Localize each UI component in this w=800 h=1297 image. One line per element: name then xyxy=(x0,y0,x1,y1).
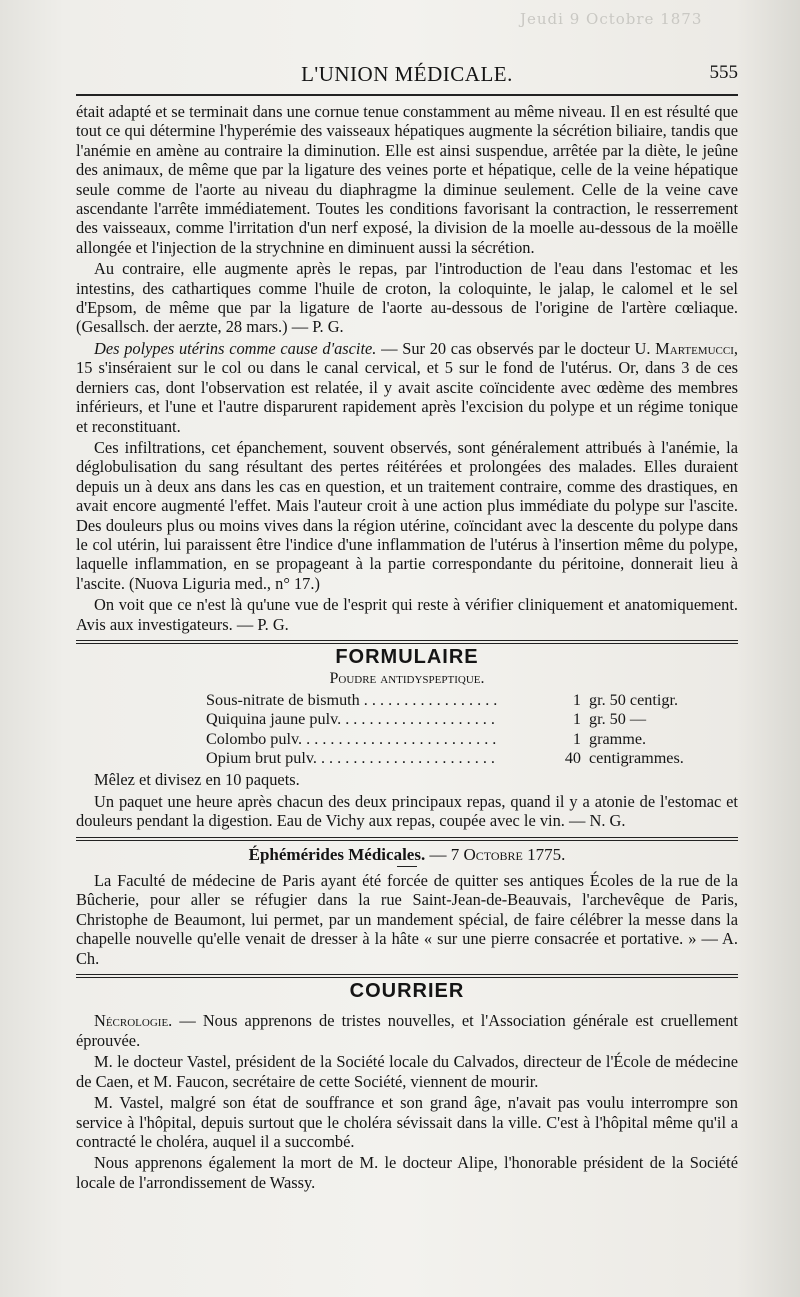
ingredient-qty: 1 xyxy=(572,710,581,729)
article-body xyxy=(76,102,738,1194)
header-rule xyxy=(76,94,738,96)
page-header xyxy=(76,62,738,94)
ingredient-name: Opium brut pulv. . . . . . . . . . . . . . . . . . . . . . . xyxy=(206,749,495,767)
formula-title: Poudre antidyspeptique. xyxy=(329,670,485,688)
necrologie-paragraph xyxy=(76,1011,738,1050)
ingredient-unit: gr. 50 — xyxy=(589,710,647,729)
ingredient-row xyxy=(206,710,684,729)
ingredient-row xyxy=(206,691,684,710)
section-divider xyxy=(76,837,738,841)
journal-title: L'UNION MÉDICALE. xyxy=(301,62,513,86)
ingredient-row xyxy=(206,749,684,768)
formulaire-heading: FORMULAIRE xyxy=(335,645,479,668)
page-number: 555 xyxy=(709,62,738,83)
section-divider xyxy=(76,974,738,978)
article-title: Des polypes utérins comme cause d'ascite. xyxy=(94,338,377,358)
ingredient-qty: 1 xyxy=(572,729,581,748)
ephemerides-heading xyxy=(76,845,738,864)
formula-subheading xyxy=(76,669,738,688)
paragraph: M. Vastel, malgré son état de souffrance et son grand âge, n'avait pas voulu interrompre son service à l'hôpital, depuis surtout que le choléra sévissait dans la ville. C'est à l'hôpital même qu'il a contracté le choléra, auquel il a succombé. xyxy=(76,1093,738,1151)
ingredient-name: Quiquina jaune pulv. . . . . . . . . . . . . . . . . . . . xyxy=(206,710,495,729)
ingredient-table xyxy=(206,691,684,769)
bleed-through-text: Jeudi 9 Octobre 1873 xyxy=(520,10,703,28)
paragraph: M. le docteur Vastel, président de la Société locale du Calvados, directeur de l'École de médecine de Caen, et M. Faucon, secrétaire de cette Société, viennent de mourir. xyxy=(76,1052,738,1091)
ingredient-unit: centigrammes. xyxy=(589,749,684,767)
ingredient-unit: gr. 50 centigr. xyxy=(589,690,679,709)
ingredient-unit: gramme. xyxy=(589,729,647,748)
article-intro: — Sur 20 cas observés par le docteur U. xyxy=(376,338,656,358)
polypes-article xyxy=(76,339,738,436)
ingredient-name: Colombo pulv. . . . . . . . . . . . . . . . . . . . . . . . . xyxy=(206,729,497,748)
paragraph: Au contraire, elle augmente après le repas, par l'introduction de l'eau dans l'estomac et les intestins, des cathartiques comme l'huile de croton, la coloquinte, le jalap, le calomel et le sel d'Epsom, de même que par la ligature de l'aorte au-dessous de l'origine de l'artère cœliaque. (Gesallsch. der aerzte, 28 mars.) — P. G. xyxy=(76,259,738,337)
necrologie-text: — Nous apprenons de tristes nouvelles, et l'Association générale est cruellement éprouvée. xyxy=(76,1011,738,1050)
paragraph: Nous apprenons également la mort de M. le docteur Alipe, l'honorable président de la Société locale de l'arrondissement de Wassy. xyxy=(76,1153,738,1192)
paragraph: On voit que ce n'est là qu'une vue de l'esprit qui reste à vérifier cliniquement et anatomiquement. Avis aux investigateurs. — P. G. xyxy=(76,595,738,634)
courrier-heading: COURRIER xyxy=(349,980,465,1003)
spacer xyxy=(76,1003,738,1011)
ephemerides-title: Éphémérides Médicales. xyxy=(248,844,426,864)
paragraph: Ces infiltrations, cet épanchement, souvent observés, sont généralement attribués à l'anémie, la déglobulisation du sang résultant des pertes réitérées et prolongées des malades. Elles duraient depuis un à deux ans dans les cas en question, et un traitement contraire, comme des drastiques, en avait encore augmenté l'effet. Mais l'auteur croit à une action plus immédiate du polype sur l'ascite. Des douleurs plus ou moins vives dans la région utérine, coïncidant avec la descente du polype dans le col utérin, lui paraissent être l'indice d'une inflammation de l'utérus à l'insertion même du polype, laquelle inflammation, en se propageant à la partie correspondante du péritoine, donnerait lieu à l'ascite. (Nuova Liguria med., n° 17.) xyxy=(76,437,738,593)
necrologie-label: Nécrologie. xyxy=(94,1011,173,1031)
ingredient-qty: 40 xyxy=(564,749,581,767)
ephemerides-text: La Faculté de médecine de Paris ayant été forcée de quitter ses antiques Écoles de la rue de la Bûcherie, pour aller se réfugier dans la rue Saint-Jean-de-Beauvais, l'archevêque de Paris, Christophe de Beaumont, lui permet, par un mandement spécial, de faire célébrer la messe dans la chapelle nouvelle qu'elle venait de dresser à la hâte « sur une pierre consacrée et portative. » — A. Ch. xyxy=(76,871,738,968)
formula-usage: Un paquet une heure après chacun des deux principaux repas, quand il y a atonie de l'estomac et douleurs pendant la digestion. Eau de Vichy aux repas, coupée avec le vin. — N. G. xyxy=(76,791,738,831)
ingredient-name: Sous-nitrate de bismuth . . . . . . . . . . . . . . . . . xyxy=(206,690,498,709)
section-divider xyxy=(76,640,738,644)
author-name: Martemucci xyxy=(655,338,734,358)
formula-instruction: Mêlez et divisez en 10 paquets. xyxy=(94,770,300,790)
short-divider xyxy=(397,866,417,867)
paragraph: était adapté et se terminait dans une cornue tenue constamment au même niveau. Il en est résulté que tout ce qui détermine l'hyperémie des vaisseaux hépatiques augmente la sécrétion biliaire, tandis que l'anémie en amène au contraire la diminution. Elle est ainsi suspendue, arrêtée par la diète, le jeûne des animaux, de même que par la ligature des veines porte et hépatique, celle de la veine hépatique seule comme de l'aorte au niveau du diaphragme la diminue seulement. Celle de la veine cave ascendante l'arrête immédiatement. Toutes les conditions favorisant la contraction, le resserrement des vaisseaux, comme l'irritation d'un nerf exposé, la division de la moelle au-dessous de la moëlle allongée et l'injection de la strychnine en diminuent aussi la sécrétion. xyxy=(76,102,738,257)
ephemerides-date: — 7 Octobre 1775. xyxy=(425,844,566,864)
ingredient-row xyxy=(206,730,684,749)
ingredient-qty: 1 xyxy=(572,690,581,709)
article-text: , 15 s'inséraient sur le col ou dans le canal cervical, et 5 sur le fond de l'utérus. Or, dans 3 de ces derniers cas, dont l'observation est relatée, il y avait ascite coïncidente avec œdème des membres inférieurs, et l'une et l'autre disparurent rapidement après l'excision du polype et un régime tonique et reconstituant. xyxy=(76,338,738,436)
